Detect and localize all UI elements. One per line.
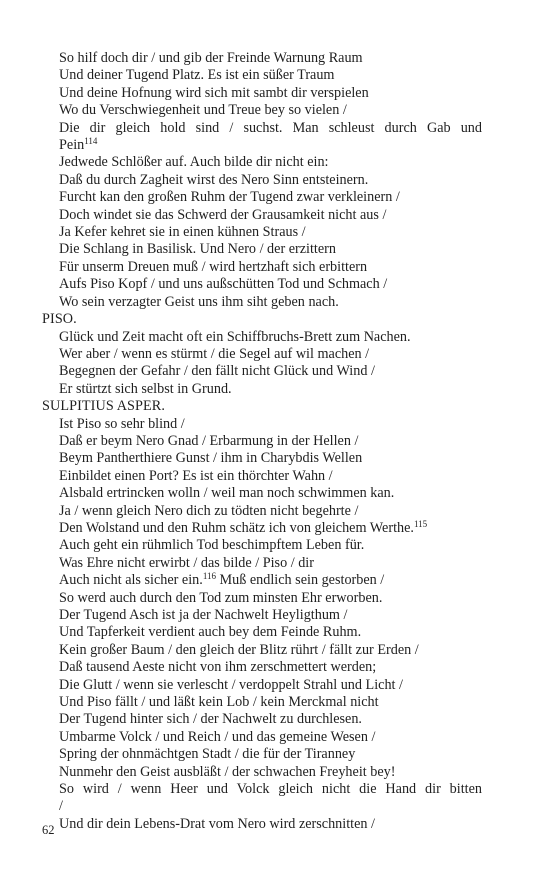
line-text: Einbildet einen Port? Es ist ein thörchter Wahn /	[59, 467, 333, 484]
line-text: Daß tausend Aeste nicht von ihm zerschmettert werden;	[59, 659, 377, 676]
line-text: SULPITIUS ASPER.	[42, 398, 166, 415]
verse-line	[42, 450, 482, 467]
line-text: Umbarme Volck / und Reich / und das gemeine Wesen /	[59, 728, 376, 745]
verse-line	[42, 172, 482, 189]
line-text: Und Piso fällt / und läßt kein Lob / kein Merckmal nicht	[59, 694, 379, 711]
verse-text	[42, 50, 482, 833]
verse-line	[42, 624, 482, 641]
verse-line	[42, 572, 482, 589]
line-text: Und deiner Tugend Platz. Es ist ein süßer Traum	[59, 67, 335, 84]
line-text: Kein großer Baum / den gleich der Blitz rührt / fällt zur Erden /	[59, 641, 419, 658]
line-text: Wo sein verzagter Geist uns ihm siht geben nach.	[59, 293, 339, 310]
line-text: Spring der ohnmächtgen Stadt / die für der Tiranney	[59, 746, 356, 763]
verse-line	[42, 67, 482, 84]
verse-line	[42, 485, 482, 502]
verse-line	[42, 659, 482, 676]
verse-line	[42, 329, 482, 346]
verse-line	[42, 677, 482, 694]
line-text: Wer aber / wenn es stürmt / die Segel auf wil machen /	[59, 345, 370, 362]
verse-line	[42, 241, 482, 258]
line-text: Die Glutt / wenn sie verlescht / verdoppelt Strahl und Licht /	[59, 676, 403, 693]
line-text: Die Schlang in Basilisk. Und Nero / der erzittern	[59, 241, 336, 258]
verse-line	[42, 224, 482, 241]
verse-line	[42, 694, 482, 711]
line-text: Glück und Zeit macht oft ein Schiffbruchs-Brett zum Nachen.	[59, 328, 411, 345]
speaker-name	[42, 398, 482, 415]
verse-line	[42, 416, 482, 433]
verse-line	[42, 555, 482, 572]
verse-line	[42, 503, 482, 520]
verse-line	[42, 154, 482, 171]
line-text-continued: Muß endlich sein gestorben /	[215, 572, 385, 589]
line-text: Daß er beym Nero Gnad / Erbarmung in der Hellen /	[59, 432, 359, 449]
verse-line	[42, 363, 482, 380]
verse-line	[42, 381, 482, 398]
verse-line	[42, 468, 482, 485]
line-text: Und dir dein Lebens-Drat vom Nero wird zerschnitten /	[59, 815, 375, 832]
line-text: Daß du durch Zagheit wirst des Nero Sinn entsteinern.	[59, 171, 369, 188]
line-text: Doch windet sie das Schwerd der Grausamkeit nicht aus /	[59, 206, 387, 223]
line-text: Er stürtzt sich selbst in Grund.	[59, 380, 232, 397]
line-text: Ja Kefer kehret sie in einen kühnen Straus /	[59, 224, 306, 241]
verse-line	[42, 607, 482, 624]
line-text: Wo du Verschwiegenheit und Treue bey so vielen /	[59, 102, 347, 119]
verse-line	[42, 798, 482, 815]
line-text: Alsbald ertrincken wolln / weil man noch schwimmen kan.	[59, 485, 395, 502]
verse-line	[42, 207, 482, 224]
line-text: Den Wolstand und den Ruhm schätz ich von gleichem Werthe.	[59, 519, 414, 536]
verse-line	[42, 764, 482, 781]
verse-line	[42, 294, 482, 311]
verse-line	[42, 520, 482, 537]
verse-line	[42, 102, 482, 119]
verse-line	[42, 711, 482, 728]
line-text: So hilf doch dir / und gib der Freinde Warnung Raum	[59, 50, 363, 66]
line-text: PISO.	[42, 311, 77, 328]
footnote-marker: 114	[84, 136, 98, 147]
footnote-marker: 115	[413, 519, 428, 530]
verse-line	[42, 816, 482, 833]
line-text: Ja / wenn gleich Nero dich zu tödten nicht begehrte /	[59, 502, 359, 519]
verse-line	[42, 259, 482, 276]
line-text: Und deine Hofnung wird sich mit sambt dir verspielen	[59, 84, 369, 101]
line-text: Die dir gleich hold sind / suchst. Man schleust durch Gab und	[59, 119, 482, 136]
verse-line	[42, 120, 482, 137]
line-text: Auch nicht als sicher ein.	[59, 572, 203, 589]
verse-line	[42, 729, 482, 746]
footnote-marker: 116	[202, 571, 216, 582]
line-text: Was Ehre nicht erwirbt / das bilde / Piso / dir	[59, 554, 314, 571]
page-number: 62	[42, 823, 55, 837]
line-text: Und Tapferkeit verdient auch bey dem Feinde Ruhm.	[59, 624, 362, 641]
verse-line	[42, 642, 482, 659]
verse-line	[42, 346, 482, 363]
line-text: Aufs Piso Kopf / und uns außschütten Tod und Schmach /	[59, 276, 388, 293]
line-text: Beym Pantherthiere Gunst / ihm in Charybdis Wellen	[59, 450, 363, 467]
verse-line	[42, 276, 482, 293]
verse-line	[42, 137, 482, 154]
line-text: Der Tugend Asch ist ja der Nachwelt Heyligthum /	[59, 607, 348, 623]
verse-line	[42, 590, 482, 607]
line-text: So wird / wenn Heer und Volck gleich nicht die Hand dir bitten	[59, 781, 482, 798]
line-text: Der Tugend hinter sich / der Nachwelt zu durchlesen.	[59, 711, 362, 728]
verse-line	[42, 746, 482, 763]
verse-line	[42, 50, 482, 67]
line-text: Pein	[59, 137, 85, 154]
line-text: /	[59, 798, 63, 815]
verse-line	[42, 781, 482, 798]
line-text: Für unserm Dreuen muß / wird hertzhaft sich erbittern	[59, 258, 368, 275]
verse-line	[42, 189, 482, 206]
line-text: Furcht kan den großen Ruhm der Tugend zwar verkleinern /	[59, 189, 400, 206]
line-text: Auch geht ein rühmlich Tod beschimpftem Leben für.	[59, 537, 365, 554]
line-text: So werd auch durch den Tod zum minsten Ehr erworben.	[59, 589, 383, 606]
line-text: Nunmehr den Geist ausbläßt / der schwachen Freyheit bey!	[59, 763, 396, 780]
verse-line	[42, 433, 482, 450]
speaker-name	[42, 311, 482, 328]
line-text: Begegnen der Gefahr / den fällt nicht Glück und Wind /	[59, 363, 375, 380]
line-text: Jedwede Schlößer auf. Auch bilde dir nicht ein:	[59, 154, 329, 171]
line-text: Ist Piso so sehr blind /	[59, 415, 185, 432]
verse-line	[42, 537, 482, 554]
verse-line	[42, 85, 482, 102]
